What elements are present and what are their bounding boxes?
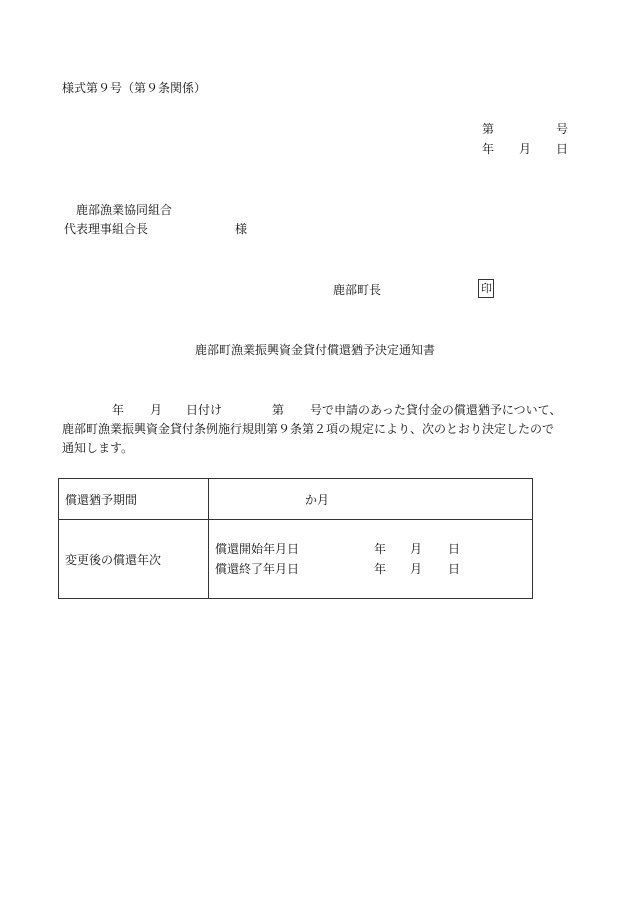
deferral-period-label: 償還猶予期間 [59,479,209,520]
doc-date-year: 年 [482,142,495,156]
addressee-title-line [64,221,248,237]
body-line1-rest: 号で申請のあった貸付金の償還猶予について、 [310,403,562,417]
repayment-start-year: 年 [374,542,387,556]
body-line-2: 鹿部町漁業振興資金貸付条例施行規則第９条第２項の規定により、次のとおり決定したので [62,422,555,436]
doc-number-prefix: 第 [482,122,495,136]
decision-table [58,478,533,599]
addressee-honorific: 様 [235,222,248,236]
repayment-schedule-cell [209,520,533,599]
doc-date-day: 日 [555,142,568,156]
repayment-start-month: 月 [410,542,423,556]
form-label: 様式第９号（第９条関係） [62,81,207,95]
addressee-organization: 鹿部漁業協同組合 [76,203,173,217]
sender-name: 鹿部町長 [333,283,382,297]
body-number-prefix: 第 [272,403,285,417]
deferral-period-value: か月 [305,492,330,507]
repayment-schedule-label: 変更後の償還年次 [59,520,209,599]
deferral-period-cell [209,479,533,520]
repayment-end-label: 償還終了年月日 [215,562,300,576]
addressee-title: 代表理事組合長 [64,222,149,236]
repayment-start-day: 日 [448,542,461,556]
repayment-end-day: 日 [448,562,461,576]
repayment-start-line [215,539,526,559]
document-number [482,121,568,137]
document-title: 鹿部町漁業振興資金貸付償還猶予決定通知書 [194,343,435,357]
repayment-end-month: 月 [410,562,423,576]
seal-mark: 印 [478,279,494,298]
body-year: 年 [112,403,125,417]
repayment-end-year: 年 [374,562,387,576]
repayment-end-line [215,559,526,579]
repayment-start-label: 償還開始年月日 [215,542,300,556]
document-date [482,141,568,157]
body-line-3: 通知します。 [62,441,134,455]
body-date-suffix: 日付け [186,403,223,417]
doc-date-month: 月 [518,142,531,156]
table-row-deferral-period [59,479,533,520]
table-row-repayment-schedule [59,520,533,599]
doc-number-suffix: 号 [555,122,568,136]
body-month: 月 [150,403,163,417]
